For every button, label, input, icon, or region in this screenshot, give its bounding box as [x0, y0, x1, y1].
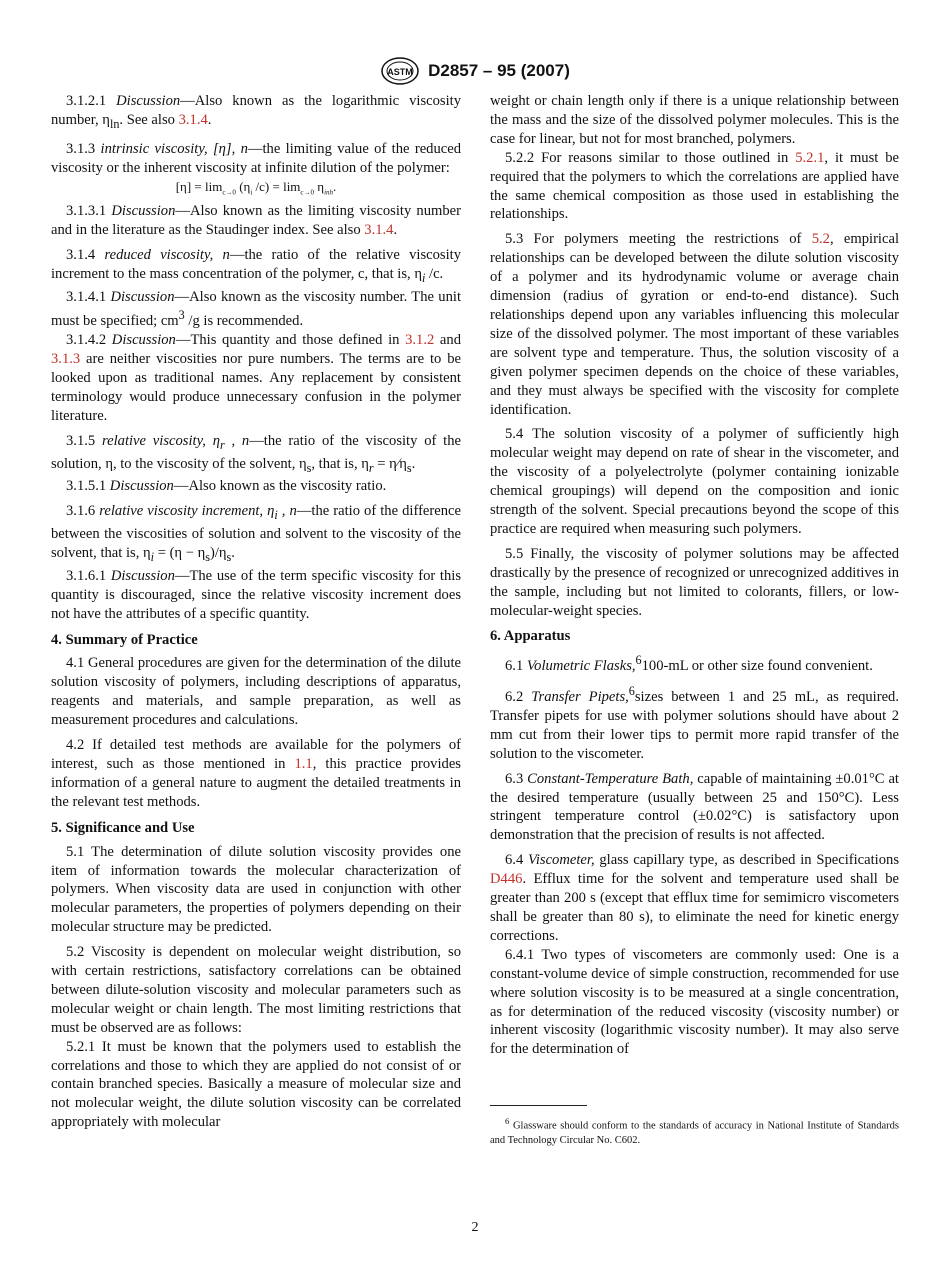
section-heading-5: 5. Significance and Use [51, 819, 195, 836]
paragraph-3-1-4-1: 3.1.4.1 Discussion—Also known as the viscosity number. The unit must be specified; $cm^3$ /g is recommended. [51, 288, 461, 330]
ref-3-1-3[interactable]: 3.1.3 [51, 351, 81, 368]
paragraph-5-3: 5.3 For polymers meeting the restrictions of 5.2, empirical relationships can be developed between the dilute solution viscosity of a polymer and its hydrodynamic volume or average chain dimension (radius of gyration or end-to-end distance). Such relationships depend upon any variables influencing this molecular size of the dissolved polymer. The most important of these variables are solvent type and temperature. Thus, the solution viscosity of a given polymer specimen depends on the choice of these variables, and they must always be specified with the viscosity for complete identification. [490, 231, 899, 418]
paragraph-5-2: 5.2 Viscosity is dependent on molecular weight distribution, so with certain restrictions, satisfactory correlations can be obtained between dilute-solution viscosity and molecular parameters such as molecular weight or chain length. The most limiting restrictions that must be observed are as follows: [51, 944, 461, 1036]
page-header [0, 56, 950, 86]
page-number: 2 [471, 1220, 479, 1235]
left-column [51, 92, 461, 1132]
paragraph-5-5: 5.5 Finally, the viscosity of polymer solutions may be affected drastically by the presence of recognized or unrecognized additives in the sample, including but not limited to colorants, fillers, or low-molecular-weight species. [490, 545, 899, 619]
svg-text:ASTM: ASTM [387, 67, 413, 77]
paragraph-4-2: 4.2 If detailed test methods are available for the polymers of interest, such as those mentioned in 1.1, this practice provides information of a general nature to augment the detailed treatments in the relevant test methods. [51, 737, 461, 810]
paragraph-5-1: 5.1 The determination of dilute solution viscosity provides one item of information towards the molecular characterization of polymers. When viscosity data are used in conjunction with other molecular parameters, the properties of polymers depending on their molecular structure may be predicted. [51, 843, 461, 936]
paragraph-6-3: 6.3 Constant-Temperature Bath, capable of maintaining ±0.01°C at the desired temperature (usually between 25 and 150°C). Less stringent temperature control (±0.02°C) is satisfactory upon demonstration that the precision of results is not affected. [490, 770, 899, 844]
ref-1-1[interactable]: 1.1 [294, 755, 313, 772]
paragraph-3-1-3: 3.1.3 intrinsic viscosity, [η], n—the limiting value of the reduced viscosity or the inherent viscosity at infinite dilution of the polymer: [51, 140, 462, 176]
paragraph-5-2-1: 5.2.1 It must be known that the polymers used to establish the correlations and those to which they are applied do not consist of or contain branched species. Basically a measure of molecular size and not molecular weight, the dilute solution viscosity can be correlated appropriately with molecular [51, 1038, 461, 1131]
paragraph-3-1-5-1: 3.1.5.1 Discussion—Also known as the viscosity ratio. [66, 478, 387, 495]
paragraph-3-1-6-1: 3.1.6.1 Discussion—The use of the term specific viscosity for this quantity is discouraged, since the relative viscosity increment does not have the attributes of a specific quantity. [51, 567, 461, 622]
paragraph-3-1-2-1: 3.1.2.1 Discussion—Also known as the logarithmic viscosity number, $\eta_{ln}$. See also 3.1.4. [51, 93, 461, 131]
paragraph-5-4: 5.4 The solution viscosity of a polymer of sufficiently high molecular weight may depend on rate of shear in the viscometer, and the viscosity of a polyelectrolyte (polymer containing ionizable chemical groupings) will depend on the composition and ionic strength of the solvent. Special precautions beyond the scope of this practice are required when measuring such polymers. [490, 426, 899, 537]
footnote-divider [490, 1105, 587, 1106]
footnote-6: $^6$ Glassware should conform to the standards of accuracy in National Institute of Standards and Technology Circular No. C602. [490, 1116, 899, 1146]
paragraph-3-1-4: 3.1.4 reduced viscosity, n—the ratio of the relative viscosity increment to the mass concentration of the polymer, c, that is, $\eta_i$ /c. [51, 246, 461, 285]
paragraph-3-1-6: 3.1.6 relative viscosity increment, $\eta_i$ , n—the ratio of the difference between the viscosities of solution and solvent to the viscosity of the solvent, that is, $\eta_i = (\eta - \eta_s)/\eta_s$. [51, 503, 461, 564]
ref-3-1-4[interactable]: 3.1.4 [364, 221, 394, 238]
paragraph-5-2-1-continued: weight or chain length only if there is a unique relationship between the mass and the size of the dissolved polymer molecules. This is the case for linear, but not for most branched, polymers. [490, 93, 899, 147]
right-column [490, 92, 899, 1148]
paragraph-5-2-2: 5.2.2 For reasons similar to those outlined in 5.2.1, it must be required that the polymers to which the correlations are applied have the same chemical composition as those used in establishing the relationships. [490, 149, 899, 223]
paragraph-6-1: 6.1 Volumetric Flasks,$^6$100-mL or other size found convenient. [505, 653, 873, 675]
ref-d446[interactable]: D446 [490, 871, 523, 888]
ref-3-1-2[interactable]: 3.1.2 [405, 332, 435, 349]
section-heading-6: 6. Apparatus [490, 628, 571, 645]
section-heading-4: 4. Summary of Practice [51, 631, 198, 648]
ref-3-1-4[interactable]: 3.1.4 [178, 111, 208, 128]
document-designation: D2857 – 95 (2007) [428, 61, 570, 80]
paragraph-3-1-4-2: 3.1.4.2 Discussion—This quantity and those defined in 3.1.2 and 3.1.3 are neither viscosities nor pure numbers. The terms are to be looked upon as traditional names. Any replacement by consistent terminology would produce unnecessary confusion in the polymer literature. [51, 332, 461, 424]
paragraph-4-1: 4.1 General procedures are given for the determination of the dilute solution viscosity of polymers, including descriptions of apparatus, reagents and materials, and sample preparation, as well as measurement procedures and calculations. [51, 655, 461, 729]
astm-logo-icon [380, 56, 420, 86]
intrinsic-viscosity-equation: $[\eta] = \lim_{c\to 0} (\eta_i$ $/c) = \lim_{c\to 0} \eta_{inh}$. [175, 178, 337, 197]
ref-5-2-1[interactable]: 5.2.1 [795, 149, 825, 166]
paragraph-6-4-1: 6.4.1 Two types of viscometers are commonly used: One is a constant-volume device of simple construction, recommended for use where solution viscosity is to be measured at a single concentration, as for determination of the reduced viscosity (viscosity number) or inherent viscosity (logarithmic viscosity number). It may also serve for the determination of [490, 946, 899, 1058]
paragraph-6-2: 6.2 Transfer Pipets,$^6$sizes between 1 and 25 mL, as required. Transfer pipets for use with polymer solutions should have about 2 mm cut from their lower tips to permit more rapid transfer of the solution to the viscometer. [490, 684, 899, 762]
paragraph-3-1-3-1: 3.1.3.1 Discussion—Also known as the limiting viscosity number and in the literature as the Staudinger index. See also 3.1.4. [51, 203, 461, 238]
ref-5-2[interactable]: 5.2 [811, 231, 830, 248]
paragraph-3-1-5: 3.1.5 relative viscosity, $\eta_r$ , n—the ratio of the viscosity of the solution, η, to the viscosity of the solvent, $\eta_s$, that is, $\eta_r$ = $\eta⁄\eta_s$. [51, 432, 461, 475]
paragraph-6-4: 6.4 Viscometer, glass capillary type, as described in Specifications D446. Efflux time for the solvent and temperature used shall be greater than 200 s (except that efflux time for semimicro viscometers shall be greater than 80 s), to eliminate the need for kinetic energy corrections. [490, 852, 899, 944]
